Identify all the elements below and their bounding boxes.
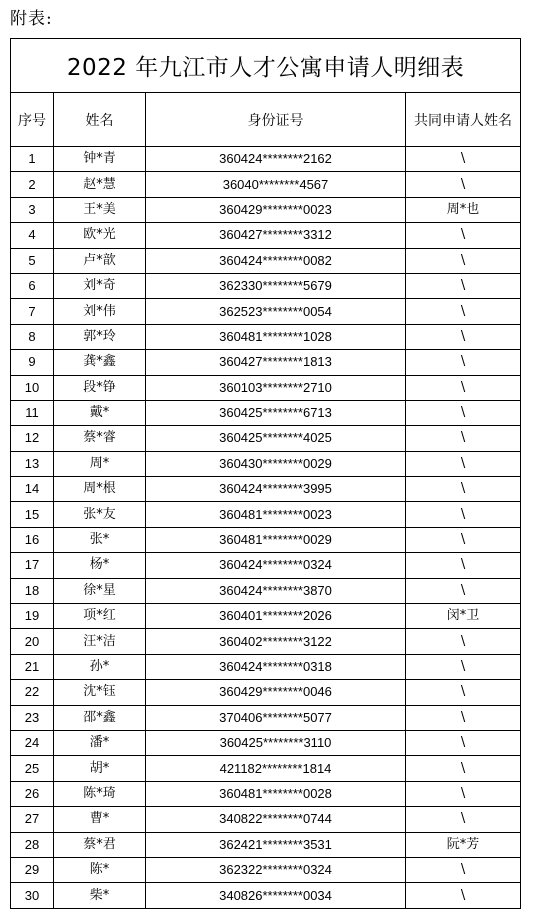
table-row [11, 172, 521, 197]
table-row [11, 426, 521, 451]
cell-no: 22 [11, 680, 54, 705]
cell-no: 28 [11, 832, 54, 857]
cell-name: 邵*鑫 [54, 705, 146, 730]
cell-no: 30 [11, 883, 54, 908]
cell-id: 370406********5077 [146, 705, 406, 730]
table-row [11, 781, 521, 806]
cell-name: 钟*青 [54, 147, 146, 172]
cell-no: 16 [11, 527, 54, 552]
cell-no: 8 [11, 324, 54, 349]
table-row [11, 604, 521, 629]
cell-name: 欧*光 [54, 223, 146, 248]
table-row [11, 730, 521, 755]
cell-name: 龚*鑫 [54, 350, 146, 375]
cell-id: 362322********0324 [146, 857, 406, 882]
cell-co-applicant: \ [406, 781, 521, 806]
cell-id: 360424********3995 [146, 477, 406, 502]
cell-no: 29 [11, 857, 54, 882]
cell-co-applicant: \ [406, 147, 521, 172]
table-row [11, 629, 521, 654]
cell-co-applicant: \ [406, 578, 521, 603]
cell-co-applicant: \ [406, 730, 521, 755]
table-row [11, 223, 521, 248]
cell-co-applicant: \ [406, 223, 521, 248]
cell-no: 19 [11, 604, 54, 629]
cell-id: 362330********5679 [146, 273, 406, 298]
cell-name: 卢*歆 [54, 248, 146, 273]
cell-no: 27 [11, 807, 54, 832]
cell-id: 360425********4025 [146, 426, 406, 451]
header-id: 身份证号 [146, 93, 406, 147]
cell-name: 蔡*君 [54, 832, 146, 857]
cell-no: 20 [11, 629, 54, 654]
table-row [11, 654, 521, 679]
cell-co-applicant: 阮*芳 [406, 832, 521, 857]
table-row [11, 527, 521, 552]
table-row [11, 807, 521, 832]
cell-name: 周* [54, 451, 146, 476]
cell-co-applicant: \ [406, 477, 521, 502]
table-row [11, 832, 521, 857]
cell-no: 18 [11, 578, 54, 603]
table-row [11, 375, 521, 400]
cell-name: 刘*奇 [54, 273, 146, 298]
cell-name: 沈*钰 [54, 680, 146, 705]
cell-co-applicant: \ [406, 350, 521, 375]
cell-co-applicant: \ [406, 756, 521, 781]
cell-co-applicant: \ [406, 705, 521, 730]
cell-no: 23 [11, 705, 54, 730]
cell-no: 13 [11, 451, 54, 476]
cell-name: 陈*琦 [54, 781, 146, 806]
cell-co-applicant: \ [406, 426, 521, 451]
cell-co-applicant: \ [406, 629, 521, 654]
cell-no: 26 [11, 781, 54, 806]
attachment-label: 附表: [10, 9, 53, 29]
cell-co-applicant: \ [406, 248, 521, 273]
cell-id: 360103********2710 [146, 375, 406, 400]
cell-no: 2 [11, 172, 54, 197]
table-row [11, 578, 521, 603]
cell-co-applicant: \ [406, 883, 521, 908]
cell-no: 6 [11, 273, 54, 298]
table-row [11, 273, 521, 298]
cell-co-applicant: \ [406, 172, 521, 197]
table-row [11, 147, 521, 172]
cell-name: 郭*玲 [54, 324, 146, 349]
cell-name: 汪*洁 [54, 629, 146, 654]
cell-no: 7 [11, 299, 54, 324]
cell-id: 360481********0029 [146, 527, 406, 552]
cell-no: 17 [11, 553, 54, 578]
cell-co-applicant: \ [406, 807, 521, 832]
cell-id: 360424********0318 [146, 654, 406, 679]
cell-id: 362421********3531 [146, 832, 406, 857]
cell-id: 360430********0029 [146, 451, 406, 476]
cell-no: 9 [11, 350, 54, 375]
cell-co-applicant: \ [406, 299, 521, 324]
cell-name: 徐*星 [54, 578, 146, 603]
table-row [11, 248, 521, 273]
table-row [11, 400, 521, 425]
cell-no: 12 [11, 426, 54, 451]
table-body [11, 147, 521, 909]
cell-id: 360425********6713 [146, 400, 406, 425]
cell-name: 孙* [54, 654, 146, 679]
cell-no: 24 [11, 730, 54, 755]
cell-no: 1 [11, 147, 54, 172]
table-row [11, 477, 521, 502]
cell-name: 曹* [54, 807, 146, 832]
cell-co-applicant: \ [406, 553, 521, 578]
header-no: 序号 [11, 93, 54, 147]
cell-co-applicant: \ [406, 857, 521, 882]
table-row [11, 299, 521, 324]
header-co-applicant: 共同申请人姓名 [406, 93, 521, 147]
table-title: 2022 年九江市人才公寓申请人明细表 [11, 39, 521, 93]
table-row [11, 197, 521, 222]
cell-no: 15 [11, 502, 54, 527]
table-row [11, 350, 521, 375]
table-row [11, 883, 521, 908]
cell-no: 5 [11, 248, 54, 273]
header-row [11, 93, 521, 147]
cell-name: 周*根 [54, 477, 146, 502]
cell-co-applicant: \ [406, 324, 521, 349]
cell-id: 360424********0324 [146, 553, 406, 578]
cell-name: 项*红 [54, 604, 146, 629]
cell-co-applicant: \ [406, 375, 521, 400]
cell-name: 柴* [54, 883, 146, 908]
cell-no: 14 [11, 477, 54, 502]
cell-id: 360429********0046 [146, 680, 406, 705]
cell-co-applicant: \ [406, 400, 521, 425]
cell-co-applicant: 周*也 [406, 197, 521, 222]
cell-name: 张* [54, 527, 146, 552]
cell-no: 21 [11, 654, 54, 679]
cell-id: 360481********1028 [146, 324, 406, 349]
cell-co-applicant: \ [406, 654, 521, 679]
cell-id: 360402********3122 [146, 629, 406, 654]
cell-id: 362523********0054 [146, 299, 406, 324]
cell-name: 杨* [54, 553, 146, 578]
cell-co-applicant: 闵*卫 [406, 604, 521, 629]
cell-co-applicant: \ [406, 527, 521, 552]
cell-name: 赵*慧 [54, 172, 146, 197]
table-row [11, 502, 521, 527]
cell-id: 340822********0744 [146, 807, 406, 832]
cell-co-applicant: \ [406, 680, 521, 705]
cell-name: 张*友 [54, 502, 146, 527]
cell-no: 25 [11, 756, 54, 781]
table-row [11, 680, 521, 705]
applicant-table [10, 38, 521, 909]
table-row [11, 857, 521, 882]
cell-no: 10 [11, 375, 54, 400]
cell-name: 刘*伟 [54, 299, 146, 324]
table-row [11, 756, 521, 781]
cell-id: 421182********1814 [146, 756, 406, 781]
cell-co-applicant: \ [406, 451, 521, 476]
table-row [11, 705, 521, 730]
title-row [11, 39, 521, 93]
cell-id: 360424********0082 [146, 248, 406, 273]
cell-id: 36040********4567 [146, 172, 406, 197]
table-row [11, 324, 521, 349]
cell-co-applicant: \ [406, 273, 521, 298]
cell-no: 11 [11, 400, 54, 425]
cell-name: 蔡*睿 [54, 426, 146, 451]
cell-no: 3 [11, 197, 54, 222]
cell-no: 4 [11, 223, 54, 248]
cell-name: 陈* [54, 857, 146, 882]
cell-name: 胡* [54, 756, 146, 781]
table-row [11, 553, 521, 578]
cell-id: 360427********1813 [146, 350, 406, 375]
cell-id: 360481********0023 [146, 502, 406, 527]
cell-name: 段*铮 [54, 375, 146, 400]
cell-co-applicant: \ [406, 502, 521, 527]
cell-id: 360401********2026 [146, 604, 406, 629]
cell-id: 340826********0034 [146, 883, 406, 908]
header-name: 姓名 [54, 93, 146, 147]
cell-name: 潘* [54, 730, 146, 755]
cell-id: 360424********2162 [146, 147, 406, 172]
cell-id: 360429********0023 [146, 197, 406, 222]
table-row [11, 451, 521, 476]
cell-name: 戴* [54, 400, 146, 425]
cell-id: 360424********3870 [146, 578, 406, 603]
cell-id: 360481********0028 [146, 781, 406, 806]
cell-id: 360427********3312 [146, 223, 406, 248]
cell-name: 王*美 [54, 197, 146, 222]
cell-id: 360425********3110 [146, 730, 406, 755]
